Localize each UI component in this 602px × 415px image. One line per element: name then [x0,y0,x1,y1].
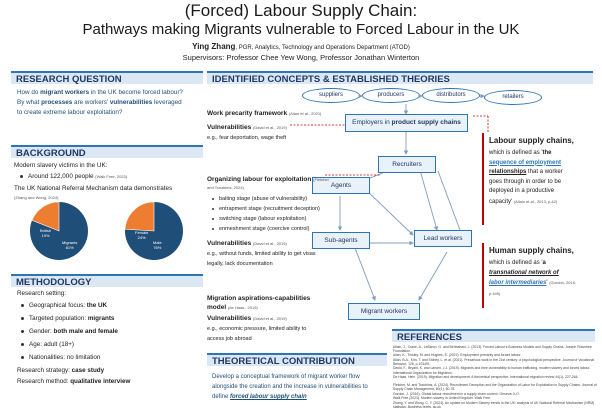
author-name: Ying Zhang [192,42,236,51]
oval-suppliers: suppliers [302,88,360,103]
methodology-item: Age: adult (18+) [21,341,74,349]
oval-producers: producers [362,88,420,103]
node-migrant-workers: Migrant workers [348,303,420,320]
fw2-example-1: e.g., without funds, limited ability to get visas [207,251,316,257]
node-agents: Agents [312,177,370,194]
author-affiliation: , PGR, Analytics, Technology and Operations Department (ATOD) [235,45,410,51]
fw2-title: Organizing labour for exploitation (Fletcher [207,176,329,183]
employers-box: Employers in product supply chains [345,114,468,132]
fw2-stage-item: baiting stage (abuse of vulnerability) [212,196,307,203]
fw3-title: Migration aspirations-capabilities [207,295,311,302]
pie-female-label: Female 24% [135,230,149,240]
arrow-lead-recruiters [438,171,460,230]
pie-migrants-label: Migrants 81% [62,240,78,250]
fw2-example-2: legally, lack documentation [207,261,273,267]
research-question-text: How do migrant workers in the UK become forced labour? By what processes are workers' vulnerabilities leveraged to create extreme labour exploitation? [17,89,183,116]
bullet-dot [212,208,214,210]
oval-retailers: retailers [484,90,542,105]
bullet-dot [21,356,24,359]
research-strategy: Research strategy: case study [17,367,105,374]
node-lead-workers: Lead workers [414,230,472,247]
reference-item: Gordon, J. (2016). Global labour recruitment in a supply chain context. Geneva: ILO. [393,391,520,396]
reference-item: Allan, B.A., Kim, T. and Shirley, L. et al. (2021). Precarious work in the 21st century: a psychological perspective. Journal of Vocational Behavior, 126, p.103491. [393,358,594,367]
author-line [0,42,602,51]
nrm-line: The UK National Referral Mechanism data demonstrates [14,185,173,192]
card2-definition: which is defined as 'a transnational network of labor intermediaries' (Gordon, 2016, p.445) [489,260,577,296]
fw2-title-cite: and Trautrims, 2024) [207,185,244,190]
bullet-dot [212,228,214,230]
arrow-subagents-migrant [355,248,375,300]
references-heading: REFERENCES [392,329,595,342]
fw2-stage-item: enmeshment stage (coercive control) [212,226,309,233]
arrow-agents-lead [365,189,413,235]
research-question-heading: RESEARCH QUESTION [11,71,203,84]
card1-title: Labour supply chains, [489,136,574,145]
reference-item: Walk Free (2023). Modern slavery in United Kingdom. Walk Free. [393,396,491,401]
human-supply-chains-card [482,243,594,308]
poster-title-line1: (Forced) Labour Supply Chain: [184,1,418,20]
pie-chart-origin [29,201,89,261]
fw3-title-2: model (de Haas., 2019) [207,304,258,311]
methodology-item: Gender: both male and female [21,328,118,336]
reference-item: Zhang, Y. and Wong, C. Y. (2024). An update on Modern Slavery trends in the UK: analysis of UK National Referral Mechanism (NRM) statistics. Business briefs. ac.uk [393,400,595,409]
reference-item: De Haas, Hein. (2019). Migration and development: A theoretical perspective. International migration review 44(1), 227-264. [393,374,579,379]
fw3-example-2: access job abroad [207,336,252,342]
card1-definition: which is defined as 'the sequence of employment relationships that a worker goes through in order to be deployed in a productive capacity' (Allain et al., 2013, p.42) [489,150,563,205]
methodology-item: Geographical focus: the UK [21,302,107,310]
reference-item: Allain, J., Crane, A., LeBaron, G. and Behbahani, L. (2013). Forced Labour's Business Models and Supply Chains. Joseph Rowntree Foundation. [393,345,592,354]
bullet-dot [212,218,214,220]
fw1-title: Work precarity framework (Allan et al., 2021) [207,110,322,117]
node-sub-agents: Sub-agents [312,232,370,249]
fw2-stage-item: switching stage (labour exploitation) [212,216,306,223]
reference-item: David, F., Bryant, K. and Larsen, J.J. (2019). Migrants and their vulnerability to human trafficking, modern slavery and forced labour. International Organization for Migration. [393,366,591,375]
pie-female-slice [125,202,154,231]
fw2-stage-item: entrapment stage (recruitment deception) [212,206,320,213]
bullet-dot [212,198,214,200]
pie-male-label: Male 76% [153,240,162,250]
fw1-vulnerabilities: Vulnerabilities (David et al., 2019) [207,124,287,131]
poster-title-line2: Pathways making Migrants vulnerable to Forced Labour in the UK [82,21,520,38]
bullet-dot [21,317,24,320]
bullet-dot [21,343,24,346]
methodology-setting: Research setting: [17,290,67,297]
fw3-example-1: e.g., economic pressure, limited ability to [207,326,307,332]
fw3-vulnerabilities: Vulnerabilities (David et al., 2019) [207,315,287,322]
fw1-example: e.g., fear deportation, wage theft [207,135,287,141]
methodology-heading: METHODOLOGY [11,274,203,287]
bullet-dot [21,304,24,307]
contribution-text: Develop a conceptual framework of migrant worker flow alongside the creation and the increase in vulnerabilities to define forced labour supply chain [212,374,368,400]
methodology-item: Targeted population: migrants [21,315,114,323]
contribution-heading: THEORETICAL CONTRIBUTION [207,353,387,366]
pie-chart-gender [124,201,184,261]
background-bullet: Around 122,000 people (Walk Free, 2023) [20,173,127,181]
supervisors-line: Supervisors: Professor Chee Yew Wong, Professor Jonathan Winterton [182,53,420,62]
card2-title: Human supply chains, [489,246,574,255]
methodology-item: Nationalities: no limitation [21,354,100,362]
bullet-dot [20,175,23,178]
reference-item: Fletcher, M. and Trautrims, A. (2024). Recruitment Deception and the Organization of Labor for Exploitation in Supply Chains. Journal of Supply Chain Management, 60(1), 60-78. [393,383,597,392]
background-intro: Modern slavery victims in the UK: [14,162,108,169]
arrow-lead-migrant [419,252,447,300]
node-recruiters: Recruiters [378,156,436,173]
oval-distributors: distributors [422,88,480,103]
background-heading: BACKGROUND [11,145,203,158]
pie-british-label: British 19% [40,228,52,238]
research-method: Research method: qualitative interview [17,378,131,385]
labour-supply-chains-card [482,133,594,225]
concepts-heading: IDENTIFIED CONCEPTS & ESTABLISHED THEORIES [207,71,593,84]
bullet-dot [21,330,24,333]
fw2-vulnerabilities: Vulnerabilities (David et al., 2019) [207,240,287,247]
reference-item: Allan, K., Tinsley, M. and Hughes, E. (2021). Employment precarity and forced labour. [393,353,522,358]
arrow-recruiters-lead [420,170,437,230]
nrm-cite: (Zhang and Wong, 2024) [14,195,59,200]
